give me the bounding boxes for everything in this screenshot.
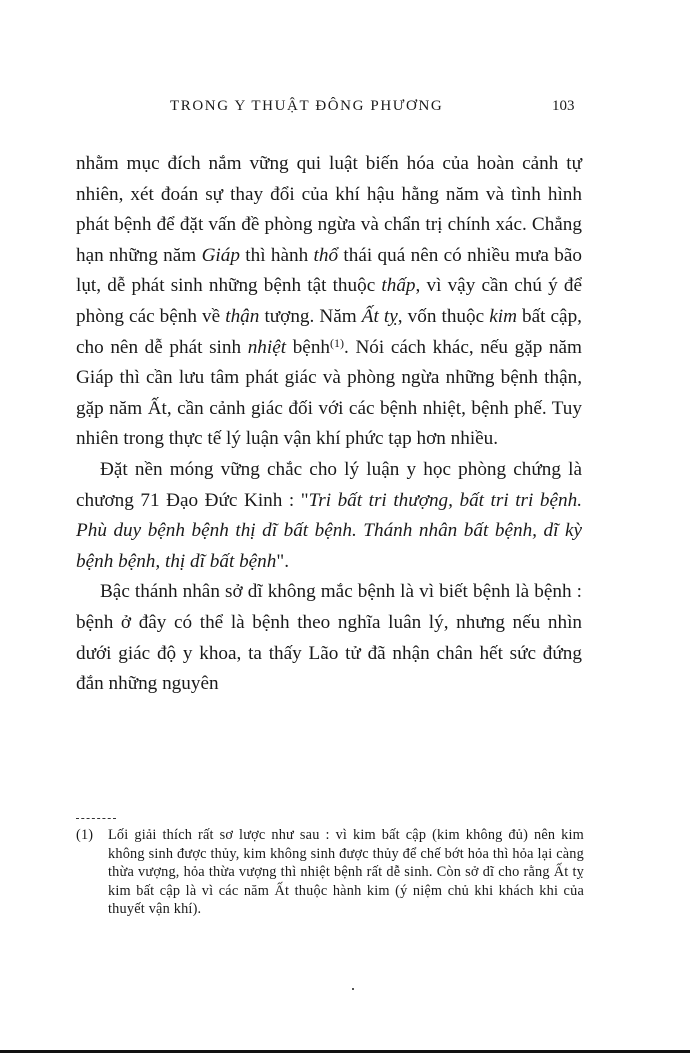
- p1-text-6: , vốn thuộc: [397, 305, 490, 327]
- p1-italic-at-ty: Ất tỵ: [361, 305, 398, 327]
- p1-text-3: thái quá nên có nhiều mưa bão lụt, dễ phát sinh những bệnh tật thuộc: [76, 244, 582, 297]
- footnote-text: Lối giải thích rất sơ lược như sau : vì kim bất cập (kim không đủ) nên kim không sinh được thủy, kim không sinh được thủy để chế bớt hỏa thì hỏa lại càng thừa vượng, hỏa thừa vượng thì nhiệt bệnh rất dễ sinh. Còn sở dĩ cho rằng Ất tỵ kim bất cập là vì các năm Ất thuộc hành kim (ý niệm chủ khi khách khi của thuyết vận khí).: [108, 827, 584, 918]
- p1-italic-nhiet: nhiệt: [247, 336, 287, 358]
- p1-text-2: thì hành: [239, 244, 314, 266]
- body-text: [76, 149, 582, 700]
- p1-text-8: bệnh: [286, 336, 331, 358]
- p1-italic-giap: Giáp: [201, 244, 240, 266]
- p1-text-5: tượng. Năm: [259, 305, 362, 327]
- paragraph-3: [76, 577, 582, 699]
- paragraph-2: [76, 455, 582, 577]
- p1-italic-than: thận: [225, 305, 260, 327]
- p1-text-1: nhằm mục đích nắm vững qui luật biến hóa của hoàn cảnh tự nhiên, xét đoán sự thay đổi của khí hậu hằng năm và tình hình phát bệnh để đặt vấn đề phòng ngừa và chẩn trị chính xác. Chẳng hạn những năm: [76, 153, 582, 266]
- running-header: [0, 98, 690, 118]
- footnote-reference: (1): [330, 335, 345, 350]
- footnote: [76, 826, 584, 919]
- p1-text-7: bất cập, cho nên dễ phát sinh: [76, 305, 582, 358]
- page-number: 103: [552, 98, 575, 114]
- p2-text-1: Đặt nền móng vững chắc cho lý luận y học phòng chứng là chương 71 Đạo Đức Kinh : ": [76, 458, 582, 511]
- paragraph-1: [76, 149, 582, 455]
- p2-quote-italic: Tri bất tri thượng, bất tri tri bệnh. Phù duy bệnh bệnh thị dĩ bất bệnh. Thánh nhân bất bệnh, dĩ kỳ bệnh bệnh, thị dĩ bất bệnh: [76, 489, 582, 572]
- p1-italic-kim: kim: [489, 305, 517, 327]
- p1-text-9: . Nói cách khác, nếu gặp năm Giáp thì cần lưu tâm phát giác và phòng ngừa những bệnh thận, gặp năm Ất, cần cảnh giác đối với các bệnh nhiệt, bệnh phế. Tuy nhiên trong thực tế lý luận vận khí phức tạp hơn nhiều.: [76, 336, 582, 450]
- p1-italic-tho: thổ: [313, 244, 339, 266]
- footnote-divider: [76, 818, 116, 819]
- footnote-marker: (1): [76, 827, 94, 843]
- p3-text-1: Bậc thánh nhân sở dĩ không mắc bệnh là vì biết bệnh là bệnh : bệnh ở đây có thể là bệnh theo nghĩa luân lý, nhưng nếu nhìn dưới giác độ y khoa, ta thấy Lão tử đã nhận chân hết sức đứng đắn những nguyên: [76, 581, 582, 695]
- p2-text-2: ".: [276, 550, 290, 572]
- running-title: TRONG Y THUẬT ĐÔNG PHƯƠNG: [170, 98, 444, 114]
- print-speck: [352, 988, 354, 990]
- p1-italic-thap: thấp: [381, 275, 416, 297]
- p1-text-4: , vì vậy cần chú ý để phòng các bệnh về: [76, 275, 582, 327]
